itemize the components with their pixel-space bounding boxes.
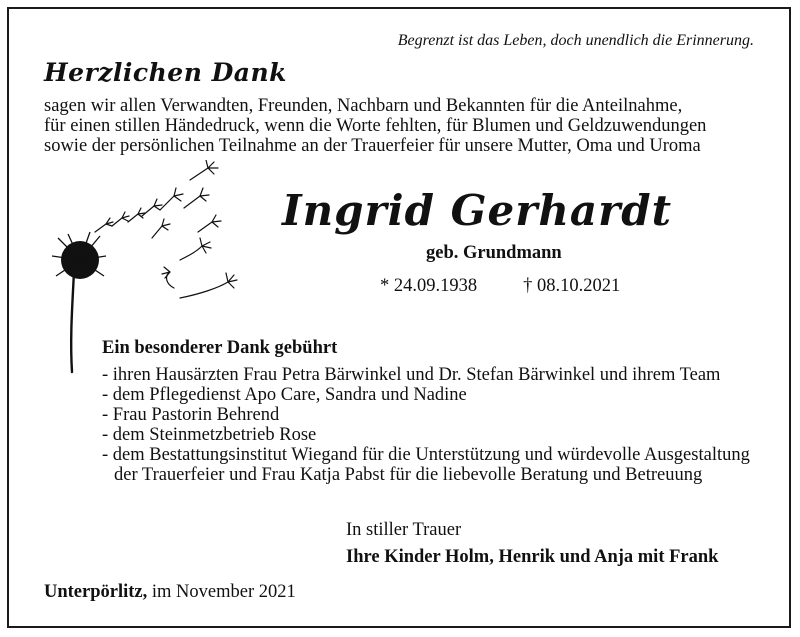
list-item: - dem Steinmetzbetrieb Rose: [102, 425, 317, 445]
list-item: - ihren Hausärzten Frau Petra Bärwinkel und Dr. Stefan Bärwinkel und ihrem Team: [102, 365, 721, 385]
thanks-title: Ein besonderer Dank gebührt: [102, 338, 338, 358]
life-dates: [380, 276, 620, 297]
intro-line: für einen stillen Händedruck, wenn die Worte fehlten, für Blumen und Geldzuwendungen: [44, 116, 707, 136]
birth-name: geb. Grundmann: [426, 243, 562, 263]
list-item: - dem Pflegedienst Apo Care, Sandra und Nadine: [102, 385, 467, 405]
deceased-name: Ingrid Gerhardt: [282, 186, 672, 235]
place-date: [44, 582, 296, 603]
heading: Herzlichen Dank: [44, 58, 287, 87]
intro-line: sowie der persönlichen Teilnahme an der Trauerfeier für unsere Mutter, Oma und Uroma: [44, 136, 701, 156]
motto: Begrenzt ist das Leben, doch unendlich die Erinnerung.: [397, 32, 754, 49]
intro-line: sagen wir allen Verwandten, Freunden, Nachbarn und Bekannten für die Anteilnahme,: [44, 96, 683, 116]
date: im November 2021: [147, 582, 296, 602]
thanks-list: [102, 365, 762, 485]
signature-line: Ihre Kinder Holm, Henrik und Anja mit Frank: [346, 547, 719, 567]
birth-date: * 24.09.1938: [380, 276, 478, 296]
mourning-line: In stiller Trauer: [346, 520, 462, 540]
list-item: - dem Bestattungsinstitut Wiegand für die Unterstützung und würdevolle Ausgestaltung der Trauerfeier und Frau Katja Pabst für die liebevolle Beratung und Betreuung: [102, 445, 750, 485]
intro-text: [44, 96, 706, 156]
place: Unterpörlitz,: [44, 582, 148, 602]
death-date: † 08.10.2021: [523, 276, 621, 296]
list-item: - Frau Pastorin Behrend: [102, 405, 280, 425]
